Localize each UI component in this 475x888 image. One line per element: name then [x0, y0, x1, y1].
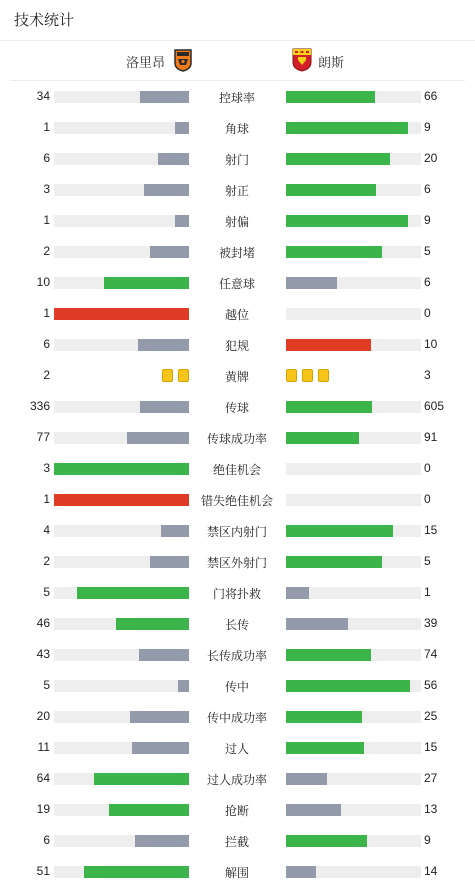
- away-bar-track: [286, 556, 421, 568]
- home-bar-track: [54, 804, 189, 816]
- home-bar-fill: [140, 401, 189, 413]
- stat-label: 过人成功率: [206, 773, 267, 787]
- stat-label: 射偏: [224, 215, 249, 229]
- away-value: 13: [424, 802, 438, 816]
- stat-row: [0, 360, 475, 391]
- away-bar-track: [286, 680, 421, 692]
- home-value: 10: [36, 275, 50, 289]
- away-bar-fill: [286, 525, 393, 537]
- away-value: 9: [424, 833, 431, 847]
- home-value: 64: [36, 771, 50, 785]
- yellow-card-icon: [286, 369, 297, 382]
- away-value: 0: [424, 492, 431, 506]
- stat-label: 越位: [224, 308, 249, 322]
- away-bar-track: [286, 122, 421, 134]
- home-value: 20: [36, 709, 50, 723]
- home-value: 1: [43, 306, 50, 320]
- stat-label: 控球率: [218, 91, 255, 105]
- home-value: 3: [43, 461, 50, 475]
- home-value: 11: [37, 740, 50, 754]
- stat-row: [0, 174, 475, 205]
- home-value: 6: [43, 337, 50, 351]
- home-bar-track: [54, 556, 189, 568]
- away-bar-fill: [286, 711, 362, 723]
- home-value: 2: [43, 554, 50, 568]
- away-value: 9: [424, 213, 431, 227]
- away-value: 56: [424, 678, 438, 692]
- stat-label: 角球: [224, 122, 249, 136]
- home-bar-track: [54, 618, 189, 630]
- stat-row: [0, 515, 475, 546]
- home-bar-fill: [144, 184, 189, 196]
- home-bar-track: [54, 215, 189, 227]
- home-team[interactable]: [126, 48, 192, 74]
- stat-row: [0, 112, 475, 143]
- home-bar-fill: [94, 773, 189, 785]
- section-title: 技术统计: [14, 12, 75, 29]
- home-bar-fill: [54, 463, 189, 475]
- stat-row: [0, 422, 475, 453]
- lens-crest-icon: [292, 48, 312, 75]
- away-bar-track: [286, 835, 421, 847]
- away-value: 3: [424, 368, 431, 382]
- stat-label: 绝佳机会: [212, 463, 261, 477]
- away-value: 15: [424, 740, 438, 754]
- home-value: 336: [29, 399, 50, 413]
- stat-label: 犯规: [224, 339, 249, 353]
- home-bar-fill: [132, 742, 189, 754]
- stat-row: [0, 794, 475, 825]
- away-bar-fill: [286, 401, 372, 413]
- home-bar-track: [54, 649, 189, 661]
- away-bar-track: [286, 215, 421, 227]
- home-bar-track: [54, 153, 189, 165]
- away-bar-fill: [286, 742, 364, 754]
- stat-row: [0, 205, 475, 236]
- away-bar-fill: [286, 866, 316, 878]
- home-bar-track: [54, 494, 189, 506]
- home-bar-fill: [54, 494, 189, 506]
- home-bar-fill: [140, 91, 189, 103]
- away-bar-track: [286, 401, 421, 413]
- stat-label: 长传成功率: [206, 649, 267, 663]
- stat-row: [0, 701, 475, 732]
- away-team[interactable]: [292, 48, 344, 74]
- away-value: 9: [424, 120, 431, 134]
- home-bar-track: [54, 773, 189, 785]
- away-bar-fill: [286, 835, 367, 847]
- stat-label: 抢断: [224, 804, 249, 818]
- away-bar-fill: [286, 587, 309, 599]
- home-bar-track: [54, 277, 189, 289]
- away-value: 66: [424, 89, 438, 103]
- home-bar-track: [54, 401, 189, 413]
- lorient-crest-icon: [174, 48, 192, 75]
- stat-label: 传中: [224, 680, 249, 694]
- stat-row: [0, 453, 475, 484]
- away-value: 27: [424, 771, 438, 785]
- away-bar-track: [286, 308, 421, 320]
- away-bar-track: [286, 742, 421, 754]
- away-bar-fill: [286, 556, 382, 568]
- stat-label: 射门: [224, 153, 249, 167]
- away-bar-track: [286, 525, 421, 537]
- yellow-card-icon: [162, 369, 173, 382]
- home-bar-fill: [139, 649, 189, 661]
- home-value: 4: [43, 523, 50, 537]
- away-value: 91: [424, 430, 438, 444]
- stat-row: [0, 298, 475, 329]
- away-value: 25: [424, 709, 438, 723]
- away-yellow-cards: [286, 369, 334, 382]
- home-bar-track: [54, 122, 189, 134]
- yellow-card-icon: [178, 369, 189, 382]
- home-value: 5: [43, 585, 50, 599]
- away-value: 14: [424, 864, 438, 878]
- away-bar-track: [286, 184, 421, 196]
- home-value: 77: [36, 430, 50, 444]
- home-value: 1: [43, 492, 50, 506]
- away-value: 6: [424, 182, 431, 196]
- away-bar-track: [286, 153, 421, 165]
- stat-label: 传球成功率: [206, 432, 267, 446]
- away-bar-track: [286, 494, 421, 506]
- stat-row: [0, 546, 475, 577]
- stat-row: [0, 577, 475, 608]
- stat-label: 黄牌: [224, 370, 249, 384]
- stat-label: 任意球: [218, 277, 255, 291]
- stat-label: 过人: [224, 742, 249, 756]
- home-bar-track: [54, 866, 189, 878]
- away-bar-fill: [286, 773, 327, 785]
- home-bar-fill: [138, 339, 189, 351]
- stat-row: [0, 763, 475, 794]
- away-value: 39: [424, 616, 438, 630]
- away-bar-track: [286, 587, 421, 599]
- away-bar-fill: [286, 804, 341, 816]
- stat-row: [0, 267, 475, 298]
- away-bar-track: [286, 711, 421, 723]
- home-bar-track: [54, 308, 189, 320]
- home-value: 51: [36, 864, 50, 878]
- stat-row: [0, 825, 475, 856]
- home-bar-fill: [77, 587, 189, 599]
- away-bar-track: [286, 804, 421, 816]
- stat-row: [0, 143, 475, 174]
- home-value: 43: [36, 647, 50, 661]
- stat-label: 传中成功率: [206, 711, 267, 725]
- away-bar-track: [286, 432, 421, 444]
- stat-row: [0, 670, 475, 701]
- home-bar-track: [54, 339, 189, 351]
- stat-label: 禁区外射门: [206, 556, 267, 570]
- home-bar-fill: [109, 804, 189, 816]
- away-bar-fill: [286, 649, 371, 661]
- stat-row: [0, 856, 475, 887]
- away-value: 5: [424, 244, 431, 258]
- home-bar-track: [54, 432, 189, 444]
- stat-row: [0, 484, 475, 515]
- home-value: 6: [43, 151, 50, 165]
- home-bar-track: [54, 835, 189, 847]
- stat-label: 射正: [224, 184, 249, 198]
- away-bar-fill: [286, 153, 390, 165]
- stat-label: 被封堵: [218, 246, 255, 260]
- away-value: 5: [424, 554, 431, 568]
- home-bar-fill: [175, 215, 189, 227]
- stat-label: 长传: [224, 618, 249, 632]
- away-value: 15: [424, 523, 438, 537]
- stat-row: [0, 608, 475, 639]
- away-bar-fill: [286, 432, 359, 444]
- away-bar-track: [286, 246, 421, 258]
- home-bar-fill: [161, 525, 189, 537]
- stat-label: 门将扑救: [212, 587, 261, 601]
- yellow-card-icon: [302, 369, 313, 382]
- home-value: 19: [36, 802, 50, 816]
- home-bar-fill: [104, 277, 189, 289]
- home-bar-track: [54, 525, 189, 537]
- home-value: 1: [43, 120, 50, 134]
- stat-label: 传球: [224, 401, 249, 415]
- away-bar-track: [286, 463, 421, 475]
- home-bar-fill: [158, 153, 189, 165]
- stat-label: 拦截: [224, 835, 249, 849]
- home-yellow-cards: [157, 369, 189, 382]
- away-value: 1: [424, 585, 431, 599]
- home-bar-fill: [84, 866, 189, 878]
- stat-label: 禁区内射门: [206, 525, 267, 539]
- away-value: 0: [424, 461, 431, 475]
- home-bar-fill: [127, 432, 189, 444]
- home-value: 34: [36, 89, 50, 103]
- home-bar-track: [54, 587, 189, 599]
- away-bar-track: [286, 773, 421, 785]
- away-bar-fill: [286, 618, 348, 630]
- away-bar-fill: [286, 91, 375, 103]
- home-value: 6: [43, 833, 50, 847]
- home-bar-track: [54, 711, 189, 723]
- away-bar-fill: [286, 246, 382, 258]
- away-bar-track: [286, 339, 421, 351]
- home-bar-fill: [135, 835, 189, 847]
- home-team-name: 洛里昂: [126, 54, 166, 70]
- away-bar-track: [286, 277, 421, 289]
- stats-list: [0, 81, 475, 887]
- home-bar-track: [54, 91, 189, 103]
- home-bar-fill: [54, 308, 189, 320]
- home-bar-fill: [130, 711, 189, 723]
- away-value: 6: [424, 275, 431, 289]
- home-bar-track: [54, 680, 189, 692]
- stat-label: 解围: [224, 866, 249, 880]
- stat-row: [0, 236, 475, 267]
- home-value: 1: [43, 213, 50, 227]
- stat-row: [0, 639, 475, 670]
- away-bar-fill: [286, 184, 376, 196]
- home-bar-fill: [116, 618, 189, 630]
- home-bar-fill: [178, 680, 189, 692]
- home-value: 2: [43, 368, 50, 382]
- section-header: [0, 0, 475, 41]
- away-bar-track: [286, 91, 421, 103]
- away-bar-fill: [286, 339, 371, 351]
- yellow-card-icon: [318, 369, 329, 382]
- stat-row: [0, 391, 475, 422]
- away-bar-fill: [286, 277, 337, 289]
- home-bar-track: [54, 184, 189, 196]
- home-bar-fill: [150, 556, 189, 568]
- home-value: 2: [43, 244, 50, 258]
- away-value: 74: [424, 647, 438, 661]
- home-bar-track: [54, 246, 189, 258]
- away-bar-fill: [286, 215, 408, 227]
- away-team-name: 朗斯: [318, 54, 345, 70]
- away-value: 0: [424, 306, 431, 320]
- away-value: 605: [424, 399, 445, 413]
- teams-header: [0, 41, 475, 81]
- home-value: 46: [36, 616, 50, 630]
- stat-row: [0, 329, 475, 360]
- away-bar-track: [286, 649, 421, 661]
- stat-row: [0, 732, 475, 763]
- away-bar-fill: [286, 122, 408, 134]
- home-value: 5: [43, 678, 50, 692]
- home-value: 3: [43, 182, 50, 196]
- away-value: 10: [424, 337, 438, 351]
- home-bar-fill: [175, 122, 189, 134]
- away-bar-fill: [286, 680, 410, 692]
- home-bar-track: [54, 742, 189, 754]
- stat-row: [0, 81, 475, 112]
- home-bar-track: [54, 463, 189, 475]
- away-bar-track: [286, 618, 421, 630]
- home-bar-fill: [150, 246, 189, 258]
- away-bar-track: [286, 866, 421, 878]
- stat-label: 错失绝佳机会: [200, 494, 273, 508]
- away-value: 20: [424, 151, 438, 165]
